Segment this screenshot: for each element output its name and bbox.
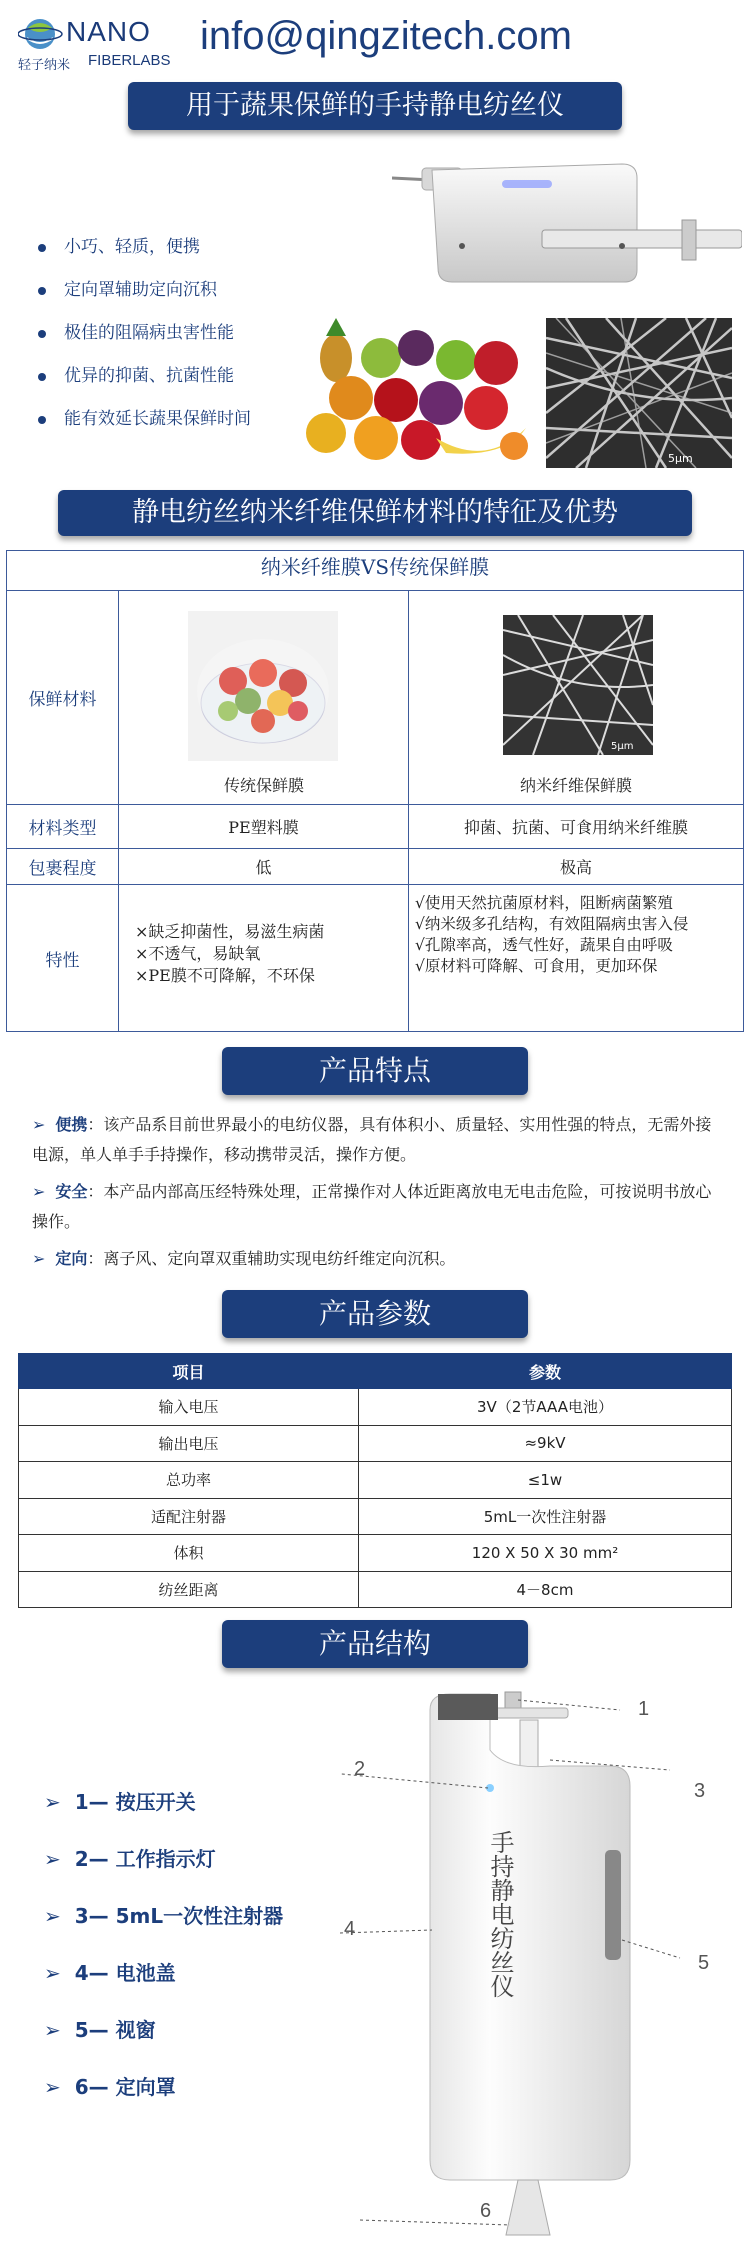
- feature-text: ：该产品系目前世界最小的电纺仪器，具有体积小、质量轻、实用性强的特点，无需外接电源，单人单手手持操作，移动携带灵活，操作方便。: [32, 1115, 712, 1164]
- arrow-icon: ➢: [44, 1961, 61, 1985]
- trait-pro: √纳米级多孔结构，有效阻隔病虫害入侵: [415, 915, 689, 933]
- intro-bullet: 极佳的阻隔病虫害性能: [38, 318, 234, 343]
- trait-pro: √孔隙率高，透气性好，蔬果自由呼吸: [415, 936, 673, 954]
- nanofiber-film-caption: 纳米纤维保鲜膜: [519, 776, 632, 795]
- arrow-icon: ➢: [32, 1115, 46, 1134]
- logo-fiberlabs-text: FIBERLABS: [88, 52, 171, 69]
- comparison-table: [6, 550, 744, 1032]
- features-advantages-banner: 静电纺丝纳米纤维保鲜材料的特征及优势: [58, 490, 692, 536]
- row-label-material: 保鲜材料: [7, 591, 119, 805]
- intro-bullet: 定向罩辅助定向沉积: [38, 275, 217, 300]
- callout-number: 4: [344, 1918, 356, 1940]
- table-row: [19, 1425, 732, 1462]
- intro-bullet: 小巧、轻质，便携: [38, 232, 200, 257]
- callout-number: 5: [698, 1952, 710, 1974]
- type-traditional: PE塑料膜: [119, 805, 409, 849]
- row-label-traits: 特性: [7, 885, 119, 1031]
- bullet-dot-icon: [38, 373, 46, 381]
- logo-cn-text: 轻子纳米: [18, 58, 71, 73]
- scale-label: 5μm: [611, 741, 634, 752]
- title-banner: 用于蔬果保鲜的手持静电纺丝仪: [128, 82, 622, 130]
- structure-item: ➢ 3— 5mL一次性注射器: [44, 1904, 284, 1928]
- traditional-film-cell: [119, 591, 409, 805]
- comparison-header: 纳米纤维膜VS传统保鲜膜: [7, 551, 743, 591]
- logo-nano-text: NANO: [66, 16, 151, 47]
- wrap-traditional: 低: [119, 849, 409, 885]
- intro-bullet: 优异的抑菌、抗菌性能: [38, 361, 234, 386]
- param-value: 120 X 50 X 30 mm²: [359, 1535, 732, 1572]
- traditional-wrap-image: [188, 611, 338, 761]
- structure-item: ➢ 6— 定向罩: [44, 2075, 176, 2099]
- table-row: [19, 1498, 732, 1535]
- structure-item: ➢ 5— 视窗: [44, 2018, 156, 2042]
- arrow-icon: ➢: [44, 1847, 61, 1871]
- arrow-icon: ➢: [44, 2018, 61, 2042]
- nanofiber-film-cell: [409, 591, 743, 805]
- nanofiber-film-image: [503, 615, 653, 755]
- section-title-params: 产品参数: [222, 1290, 528, 1338]
- trait-con: ×PE膜不可降解，不环保: [135, 966, 315, 985]
- device-label: 手持静电纺丝仪: [486, 1830, 514, 1998]
- trait-pro: √使用天然抗菌原材料，阻断病菌繁殖: [415, 894, 673, 912]
- company-logo: [18, 14, 171, 74]
- feature-key: 定向: [55, 1249, 88, 1268]
- param-value: 5mL一次性注射器: [359, 1498, 732, 1535]
- param-name: 输出电压: [19, 1425, 359, 1462]
- table-row: [19, 1462, 732, 1499]
- bullet-dot-icon: [38, 287, 46, 295]
- param-name: 适配注射器: [19, 1498, 359, 1535]
- table-row: [19, 1389, 732, 1426]
- param-name: 纺丝距离: [19, 1571, 359, 1608]
- arrow-icon: ➢: [44, 1904, 61, 1928]
- callout-number: 3: [694, 1780, 706, 1802]
- trait-con: ×不透气，易缺氧: [135, 944, 261, 963]
- callout-number: 1: [638, 1698, 650, 1720]
- feature-item: [32, 1110, 722, 1170]
- feature-item: [32, 1244, 722, 1274]
- trait-pro: √原材料可降解、可食用，更加环保: [415, 957, 658, 975]
- feature-key: 安全: [55, 1182, 88, 1201]
- nanofiber-sem-image: [546, 318, 732, 468]
- arrow-icon: ➢: [44, 1790, 61, 1814]
- section-title-structure: 产品结构: [222, 1620, 528, 1668]
- params-col-item: 项目: [19, 1354, 359, 1389]
- arrow-icon: ➢: [44, 2075, 61, 2099]
- trait-con: ×缺乏抑菌性，易滋生病菌: [135, 922, 325, 941]
- device-front-image: [340, 1680, 720, 2260]
- intro-bullet: 能有效延长蔬果保鲜时间: [38, 404, 251, 429]
- structure-item: ➢ 4— 电池盖: [44, 1961, 176, 1985]
- traits-nanofiber: [409, 885, 743, 1031]
- structure-item: ➢ 1— 按压开关: [44, 1790, 196, 1814]
- section-title-features: 产品特点: [222, 1047, 528, 1095]
- params-header-row: [19, 1354, 732, 1389]
- arrow-icon: ➢: [32, 1182, 46, 1201]
- bullet-dot-icon: [38, 244, 46, 252]
- params-col-value: 参数: [359, 1354, 732, 1389]
- param-value: ≈9kV: [359, 1425, 732, 1462]
- bullet-dot-icon: [38, 330, 46, 338]
- feature-key: 便携: [55, 1115, 88, 1134]
- feature-text: ：本产品内部高压经特殊处理，正常操作对人体近距离放电无电击危险，可按说明书放心操作。: [32, 1182, 712, 1231]
- structure-item: ➢ 2— 工作指示灯: [44, 1847, 216, 1871]
- globe-logo-icon: [18, 14, 64, 54]
- traits-traditional: [119, 885, 409, 1031]
- callout-number: 2: [354, 1758, 366, 1780]
- type-nanofiber: 抑菌、抗菌、可食用纳米纤维膜: [409, 805, 743, 849]
- feature-text: ：离子风、定向罩双重辅助实现电纺纤维定向沉积。: [87, 1249, 456, 1268]
- row-label-wrap: 包裹程度: [7, 849, 119, 885]
- device-side-image: [392, 150, 742, 290]
- param-name: 输入电压: [19, 1389, 359, 1426]
- params-table: [18, 1353, 732, 1608]
- contact-email[interactable]: info@qingzitech.com: [200, 14, 572, 58]
- param-name: 体积: [19, 1535, 359, 1572]
- arrow-icon: ➢: [32, 1249, 46, 1268]
- callout-number: 6: [480, 2200, 492, 2222]
- wrap-nanofiber: 极高: [409, 849, 743, 885]
- param-value: 3V（2节AAA电池）: [359, 1389, 732, 1426]
- traditional-film-caption: 传统保鲜膜: [223, 776, 304, 795]
- row-label-type: 材料类型: [7, 805, 119, 849]
- bullet-dot-icon: [38, 416, 46, 424]
- fruit-image: [296, 318, 533, 468]
- param-value: ≤1w: [359, 1462, 732, 1499]
- param-name: 总功率: [19, 1462, 359, 1499]
- table-row: [19, 1535, 732, 1572]
- param-value: 4－8cm: [359, 1571, 732, 1608]
- scale-label: 5μm: [668, 452, 693, 465]
- feature-item: [32, 1177, 722, 1237]
- table-row: [19, 1571, 732, 1608]
